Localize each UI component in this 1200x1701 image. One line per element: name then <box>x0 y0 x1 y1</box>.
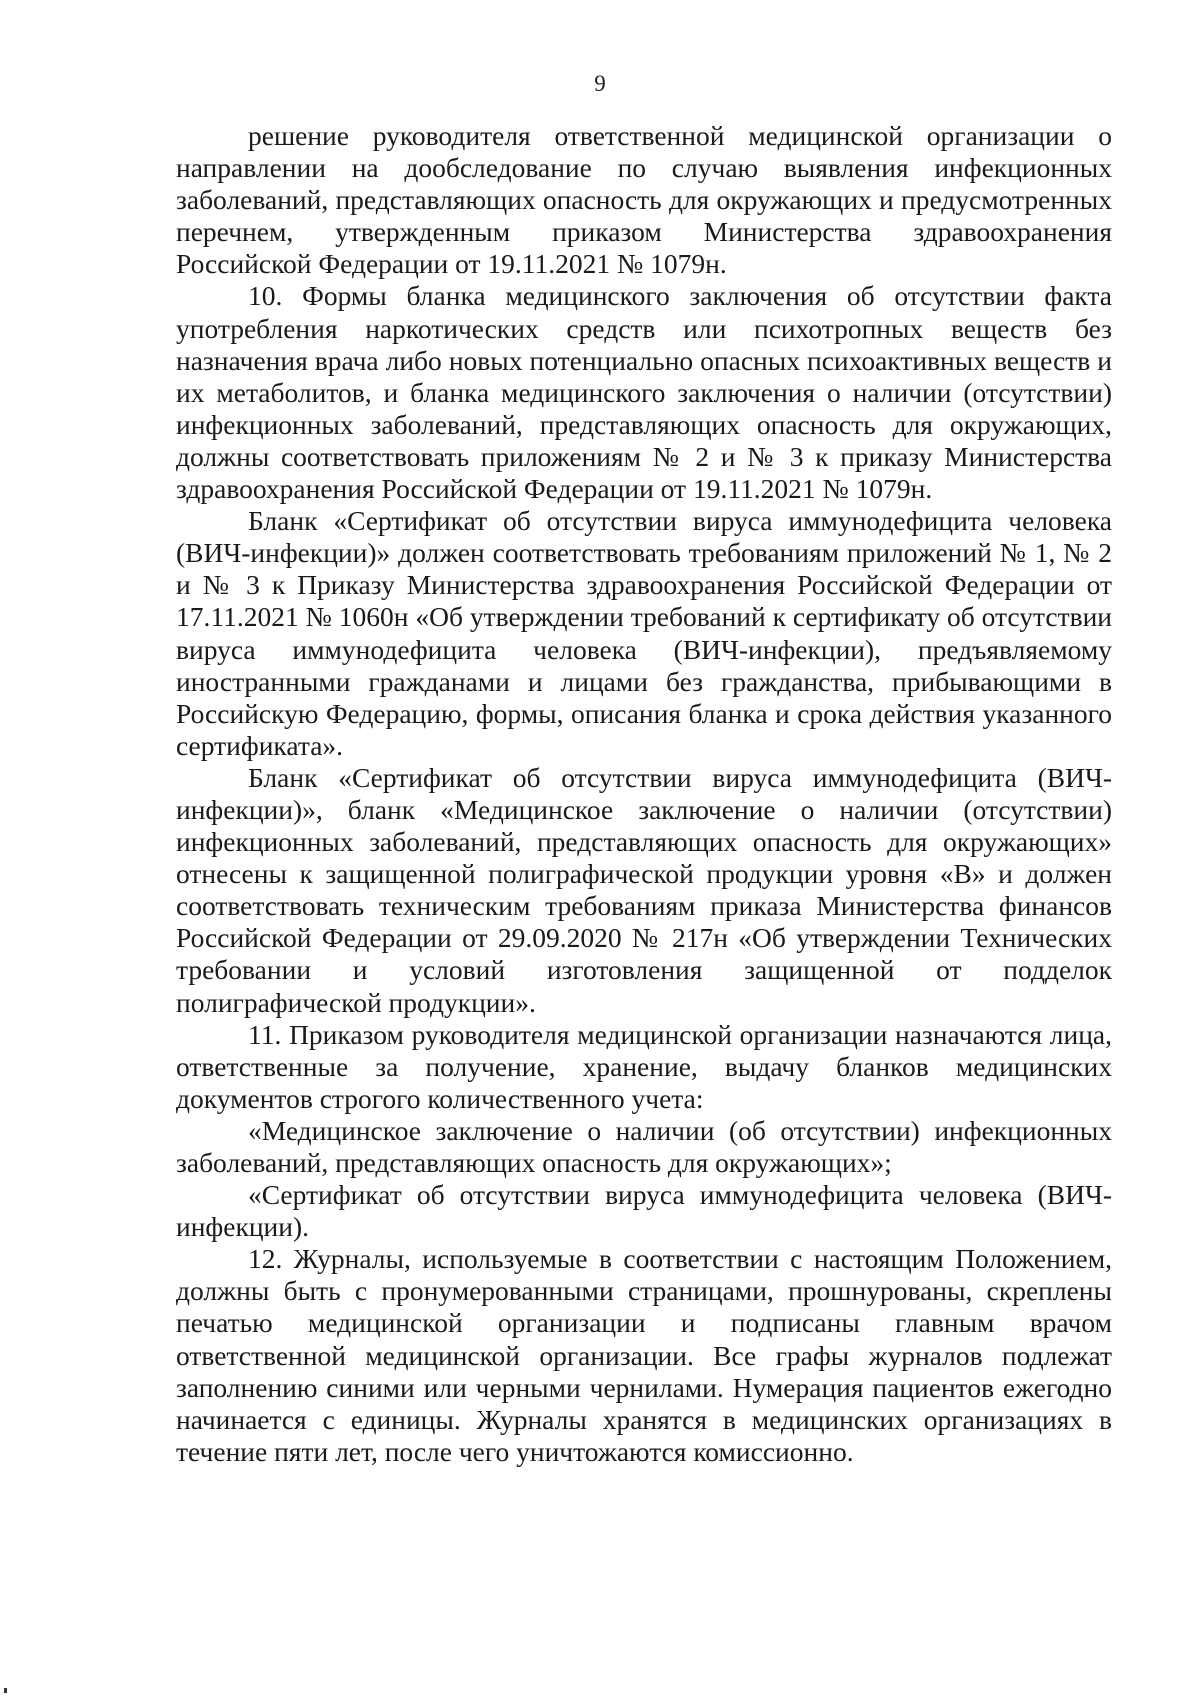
paragraph-item-10: 10. Формы бланка медицинского заключения об отсутствии факта употребления наркотических средств или психотропных веществ без назначения врача либо новых потенциально опасных психоактивных веществ и их метаболитов, и бланка медицинского заключения о наличии (отсутствии) инфекционных заболеваний, представляющих опасность для окружающих, должны соответствовать приложениям № 2 и № 3 к приказу Министерства здравоохранения Российской Федерации от 19.11.2021 № 1079н. <box>176 280 1112 505</box>
scan-artifact-mark <box>4 1688 7 1693</box>
document-body <box>176 120 1112 1468</box>
paragraph-list-entry-hiv-certificate: «Сертификат об отсутствии вируса иммунодефицита человека (ВИЧ-инфекции). <box>176 1179 1112 1243</box>
paragraph-hiv-certificate-requirements: Бланк «Сертификат об отсутствии вируса иммунодефицита человека (ВИЧ-инфекции)» должен соответствовать требованиям приложений № 1, № 2 и № 3 к Приказу Министерства здравоохранения Российской Федерации от 17.11.2021 № 1060н «Об утверждении требований к сертификату об отсутствии вируса иммунодефицита человека (ВИЧ-инфекции), предъявляемому иностранными гражданами и лицами без гражданства, прибывающими в Российскую Федерацию, формы, описания бланка и срока действия указанного сертификата». <box>176 505 1112 761</box>
paragraph-protected-printing: Бланк «Сертификат об отсутствии вируса иммунодефицита (ВИЧ-инфекции)», бланк «Медицинское заключение о наличии (отсутствии) инфекционных заболеваний, представляющих опасность для окружающих» отнесены к защищенной полиграфической продукции уровня «В» и должен соответствовать техническим требованиям приказа Министерства финансов Российской Федерации от 29.09.2020 № 217н «Об утверждении Технических требовании и условий изготовления защищенной от подделок полиграфической продукции». <box>176 761 1112 1018</box>
paragraph-item-12: 12. Журналы, используемые в соответствии с настоящим Положением, должны быть с пронумерованными страницами, прошнурованы, скреплены печатью медицинской организации и подписаны главным врачом ответственной медицинской организации. Все графы журналов подлежат заполнению синими или черными чернилами. Нумерация пациентов ежегодно начинается с единицы. Журналы хранятся в медицинских организациях в течение пяти лет, после чего уничтожаются комиссионно. <box>176 1243 1112 1467</box>
paragraph-list-entry-medical-conclusion: «Медицинское заключение о наличии (об отсутствии) инфекционных заболеваний, представляющих опасность для окружающих»; <box>176 1114 1112 1178</box>
page-number: 9 <box>594 71 606 96</box>
paragraph-continuation: решение руководителя ответственной медицинской организации о направлении на дообследование по случаю выявления инфекционных заболеваний, представляющих опасность для окружающих и предусмотренных перечнем, утвержденным приказом Министерства здравоохранения Российской Федерации от 19.11.2021 № 1079н. <box>176 120 1112 280</box>
paragraph-item-11: 11. Приказом руководителя медицинской организации назначаются лица, ответственные за получение, хранение, выдачу бланков медицинских документов строгого количественного учета: <box>176 1018 1112 1114</box>
